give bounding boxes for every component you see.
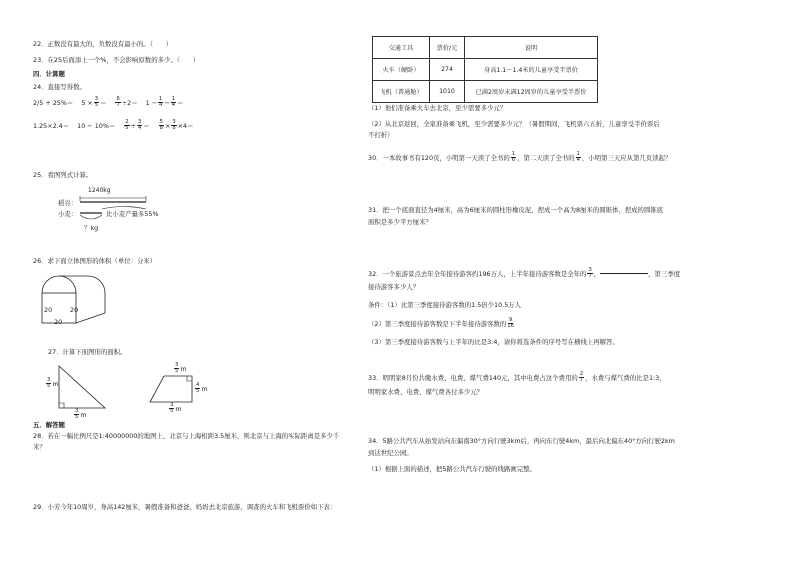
fraction: $\frac{1}{4}$	[159, 96, 163, 109]
fraction: $\frac{1}{4}$	[576, 151, 580, 164]
question-29-part1: （1）他们准备乘火车去北京，至少需要多少元？	[368, 104, 507, 112]
table-header-row	[373, 37, 598, 59]
question-33-line2: 明明家水费、电费、煤气费各付多少元？	[368, 388, 484, 396]
table-cell: 已满2周岁未满12周岁的儿童享受半票价	[465, 81, 598, 103]
question-22: 22．正数没有最大的，负数没有最小的。（ ）	[33, 40, 173, 48]
table-header-cell: 交通工具	[373, 37, 430, 59]
question-29-part2-line2: 不打折）	[368, 131, 394, 139]
section-heading-calculation: 四．计算题	[33, 70, 65, 78]
question-26: 26．求下面立体图形的体积（单位：分米）	[33, 257, 157, 265]
fraction: $\frac{2}{7}$	[579, 371, 584, 384]
calc-item: 1.25×2.4＝	[33, 122, 70, 131]
half-cylinder-shape	[40, 273, 112, 327]
trapezoid-top-label: $\frac{3}{5}$ m	[175, 362, 187, 375]
table-cell: 火车（硬卧）	[373, 59, 430, 81]
question-25: 25．看图列式计算。	[33, 171, 93, 179]
segment-diagram	[58, 187, 218, 235]
calc-item: 10 − 10%＝	[77, 122, 116, 131]
question-32-condition-3: （3）第三季度接待游客数与上半年的比是3:4，请你将选条件的序号写在横线上再解答。	[368, 338, 619, 346]
question-32-condition-2: （2）第三季度接待游客数是下半年接待游客数的 $\frac{9}{16}$	[368, 317, 514, 330]
fraction: $\frac{3}{7}$	[588, 267, 592, 280]
table-row	[373, 81, 598, 103]
question-23: 23．在25后面添上一个%，不会影响原数的多少。（ ）	[33, 56, 200, 64]
question-29: 29．小芳今年10周岁，身高142厘米，暑假准备和爸爸、妈妈去北京旅游，调查的火车和飞机票价如下表：	[33, 503, 337, 511]
triangle-side-label: $\frac{3}{5}$ m	[47, 377, 59, 390]
question-28-line1: 28．若在一幅比例尺是1:40000000的地图上，北京与上海相距3.5厘米，则北京与上海的实际距离是多少千	[33, 432, 340, 440]
question-32-line2: 接待游客多少人？	[368, 283, 420, 291]
trapezoid-height-label: $\frac{4}{5}$ m	[196, 382, 208, 395]
fraction: $\frac{5}{8}$	[159, 119, 163, 132]
question-31-line2: 面积是多少平方厘米？	[368, 218, 432, 226]
question-30: 30．一本故事书有120页，小明第一天读了全书的 $\frac{1}{6}$ ，第二天读了全书的 $\frac{1}{4}$ ，小明第三天应从第几页读起？	[368, 151, 672, 164]
compare-label: 比小麦产量多55%	[106, 210, 159, 218]
dimension-label: 20	[70, 306, 79, 314]
fraction: $\frac{3}{5}$	[94, 96, 99, 109]
fraction: $\frac{1}{4}$	[171, 96, 176, 109]
unknown-weight-label: ？kg	[84, 224, 99, 232]
calc-row-2: 1.25×2.4＝ 10 − 10%＝ $\frac{2}{5}$ ÷ $\frac{3}{4}$ ＝ $\frac{5}{8}$ × $\frac{3}{8}$ ×4＝	[33, 119, 194, 132]
trapezoid-figure	[146, 362, 216, 417]
trapezoid-bottom-label: $\frac{3}{5}$ m	[170, 402, 182, 415]
fraction: $\frac{3}{8}$	[172, 119, 176, 132]
question-24: 24．直接写得数。	[33, 83, 86, 91]
answer-blank[interactable]	[600, 273, 648, 274]
fraction: $\frac{3}{4}$	[137, 119, 142, 132]
fare-table	[372, 36, 598, 103]
calc-item: 2/5 + 25%＝	[33, 99, 74, 108]
dimension-label: 20	[54, 318, 63, 326]
table-row	[373, 59, 598, 81]
question-29-part2-line1: （2）从北京返回，全家准备乘飞机，至少需要多少元？（暑假期间，飞机票六五折，儿童享受半价票后	[368, 120, 660, 128]
rice-label: 小麦：	[58, 210, 78, 218]
triangle-base-label: $\frac{3}{5}$ m	[75, 408, 87, 421]
question-34-line2: 到达世纪公园。	[368, 449, 413, 457]
question-33-line1: 33．明明家8月份共缴水费、电费、煤气费140元，其中电费占这个费用的 $\frac{2}{7}$ ，水费与煤气费的比是1:3，	[368, 371, 666, 384]
question-32-line1: 32．一个旅游景点去年全年接待游客约196万人，上半年接待游客数是全年的 $\frac{3}{7}$ ， ，第三季度	[368, 267, 681, 280]
question-27: 27．计算下面图形的面积。	[48, 348, 127, 356]
question-32-condition-1: 条件：（1）比第三季度接待游客数的1.5倍少10.5万人	[368, 301, 522, 309]
table-cell: 飞机（普通舱）	[373, 81, 430, 103]
total-weight-label: 1240kg	[88, 187, 111, 194]
question-31-line1: 31．把一个底面直径为4厘米，高为6厘米的圆柱形橡皮泥，捏成一个高为8厘米的圆锥体，捏成的圆锥底	[368, 206, 664, 214]
calc-row-1: 2/5 + 25%＝ 5 × $\frac{3}{5}$ ＝ $\frac{6}{7}$ ÷2＝ 1 − $\frac{1}{4}$ − $\frac{1}{4}$ ＝	[33, 96, 184, 109]
dimension-label: 20	[44, 306, 53, 314]
table-cell: 1010	[430, 81, 465, 103]
calc-item: 5 ×	[81, 98, 93, 107]
solid-figure	[40, 273, 112, 327]
section-heading-answer: 五．解答题	[33, 421, 65, 429]
table-cell: 身高1.1～1.4米的儿童享受半票价	[465, 59, 598, 81]
fraction: $\frac{6}{7}$	[116, 96, 120, 109]
fraction: $\frac{1}{6}$	[511, 151, 516, 164]
table-header-cell: 说明	[465, 37, 598, 59]
wheat-label: 稻谷：	[58, 199, 78, 207]
table-header-cell: 票价/元	[430, 37, 465, 59]
question-34-line1: 34．5路公共汽车从始发站向东偏南30°方向行驶3km后，再向东行驶4km，最后向北偏东40°方向行驶2km	[368, 437, 675, 445]
table-cell: 274	[430, 59, 465, 81]
fraction: $\frac{2}{5}$	[125, 119, 129, 132]
fraction: $\frac{9}{16}$	[507, 317, 514, 330]
question-28-line2: 米？	[33, 443, 46, 451]
question-34-part1: （1）根据上面的描述，把5路公共汽车行驶的线路画完整。	[368, 465, 536, 473]
right-triangle-figure	[45, 362, 110, 420]
